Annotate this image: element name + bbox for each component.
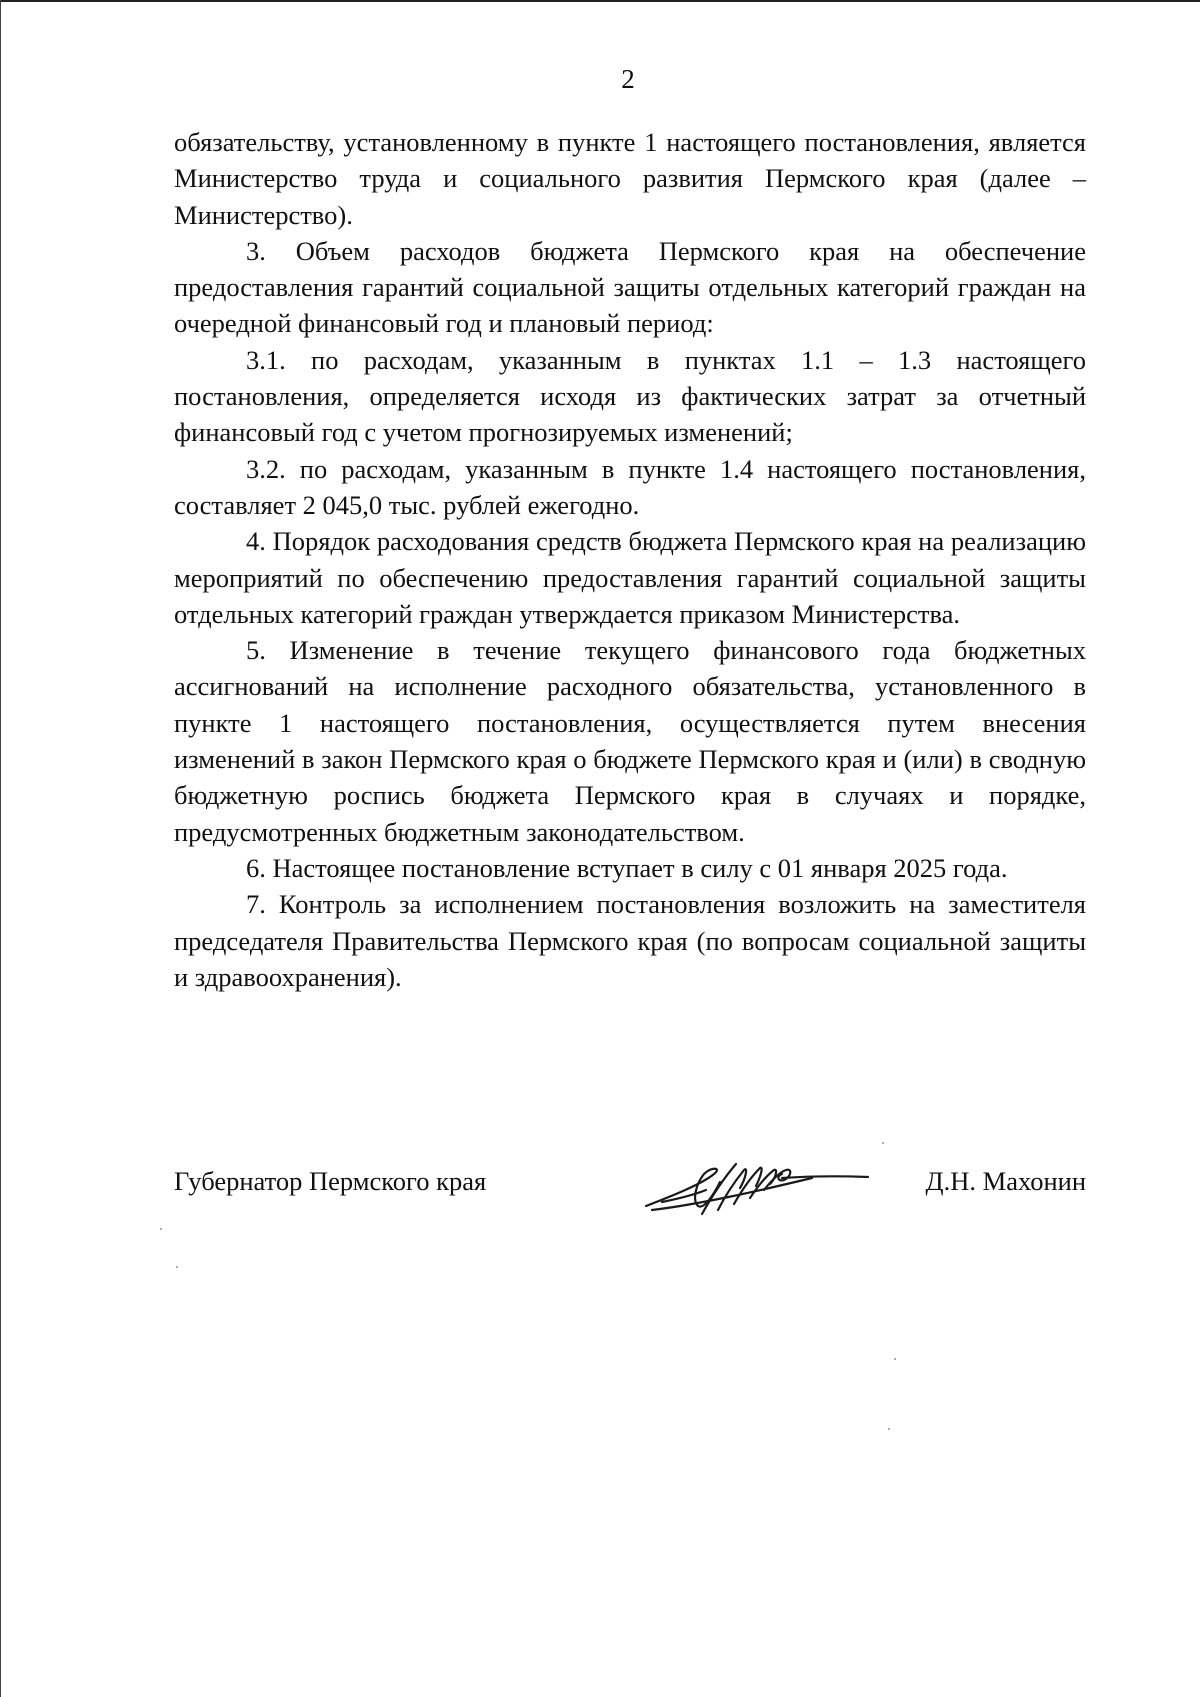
scan-speck (176, 1266, 178, 1268)
paragraph-3-1: 3.1. по расходам, указанным в пунктах 1.1 – 1.3 настоящего постановления, определяется исходя из фактических затрат за отчетный финансовый год с учетом прогнозируемых изменений; (174, 344, 1086, 448)
scan-edge-left (0, 0, 1, 1697)
scan-speck (882, 1142, 884, 1144)
paragraph-continuation: обязательству, установленному в пункте 1 настоящего постановления, является Министерство труда и социального развития Пермского края (далее – Министерство). (174, 127, 1086, 230)
paragraph-3-2: 3.2. по расходам, указанным в пункте 1.4 настоящего постановления, составляет 2 045,0 тыс. рублей ежегодно. (174, 453, 1086, 520)
scan-speck (160, 1228, 162, 1230)
paragraph-5: 5. Изменение в течение текущего финансового года бюджетных ассигнований на исполнение расходного обязательства, установленного в пункте 1 настоящего постановления, осуществляется путем внесения изменений в закон Пермского края о бюджете Пермского края и (или) в сводную бюджетную роспись бюджета Пермского края в случаях и порядке, предусмотренных бюджетным законодательством. (174, 635, 1086, 847)
page-number: 2 (621, 64, 635, 94)
scan-speck (888, 1428, 890, 1430)
scan-speck (894, 1358, 896, 1360)
paragraph-3: 3. Объем расходов бюджета Пермского края на обеспечение предоставления гарантий социальной защиты отдельных категорий граждан на очередной финансовый год и плановый период: (174, 235, 1086, 339)
signer-position: Губернатор Пермского края (174, 1166, 487, 1196)
signer-name: Д.Н. Махонин (925, 1166, 1086, 1196)
scan-edge-top (0, 0, 1200, 2)
paragraph-4: 4. Порядок расходования средств бюджета Пермского края на реализацию мероприятий по обеспечению предоставления гарантий социальной защиты отдельных категорий граждан утверждается приказом Министерства. (174, 526, 1086, 629)
signature-block (174, 1166, 1086, 1226)
document-body (174, 124, 1086, 995)
handwritten-signature (642, 1144, 872, 1220)
paragraph-7: 7. Контроль за исполнением постановления возложить на заместителя председателя Правительства Пермского края (по вопросам социальной защиты и здравоохранения). (174, 889, 1086, 992)
paragraph-6: 6. Настоящее постановление вступает в силу с 01 января 2025 года. (246, 852, 1008, 883)
